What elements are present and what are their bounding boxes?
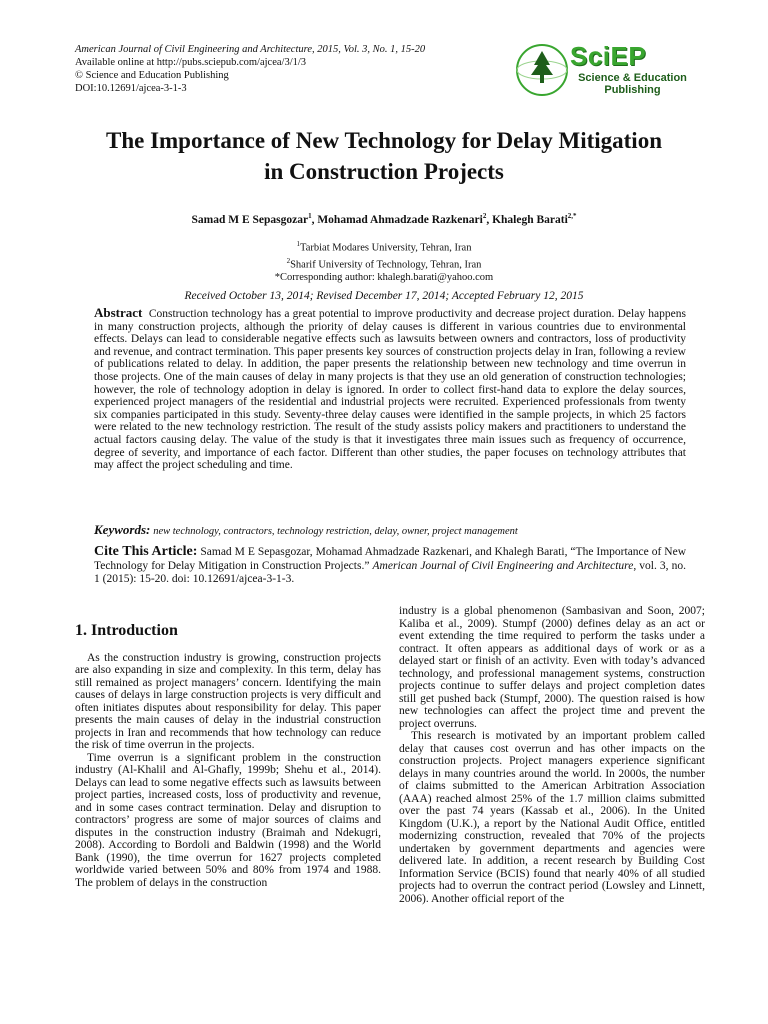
logo-tagline-1: Science & Education xyxy=(578,72,687,84)
doi-line: DOI:10.12691/ajcea-3-1-3 xyxy=(75,83,187,94)
abstract xyxy=(94,307,686,472)
cite-tail: , vol. 3, no. 1 (2015): 15-20. doi: 10.12691/ajcea-3-1-3. xyxy=(94,559,687,585)
paper-title xyxy=(40,125,728,187)
received-dates: Received October 13, 2014; Revised December 17, 2014; Accepted February 12, 2015 xyxy=(184,290,584,302)
keywords xyxy=(94,522,686,538)
affiliation-line xyxy=(40,255,728,272)
author-separator: , xyxy=(311,213,318,226)
cite-journal: American Journal of Civil Engineering and Architecture xyxy=(372,559,634,572)
available-online-line: Available online at http://pubs.sciepub.com/ajcea/3/1/3 xyxy=(75,57,307,68)
affiliations xyxy=(40,238,728,284)
paper-title-line-2: in Construction Projects xyxy=(264,159,504,184)
author-affiliation-marker: 2 xyxy=(482,212,487,220)
keywords-heading: Keywords: xyxy=(94,522,151,537)
affiliation-marker: 1 xyxy=(296,240,301,248)
author-name: Khalegh Barati xyxy=(492,213,568,226)
author-affiliation-marker: 2,* xyxy=(567,212,577,220)
body-paragraph: This research is motivated by an important problem called delay that causes cost overrun and has other impacts on the construction projects. Project managers experience significant delays in many countries around the world. In 2000s, the number of claims submitted to the American Arbitration Association (AAA) reached almost 25% of the 1.7 million claims submitted over the past 74 years (Kassab et al., 2006). In the United Kingdom (U.K.), a report by the National Audit Office, entitled modernizing construction, revealed that 70% of the projects undertaken by government departments and agencies were delivered late. In addition, a recent research by Building Cost Information Service (BCIS) found that nearly 40% of all studied projects had to overrun the contract period (Lowsley and Linnett, 2006). Another official report of the xyxy=(399,730,705,905)
keywords-text: new technology, contractors, technology restriction, delay, owner, project management xyxy=(153,526,518,537)
affiliation-line xyxy=(40,238,728,255)
body-column-right xyxy=(399,605,705,905)
body-paragraph: As the construction industry is growing, construction projects are also expanding in size and complexity. In this term, delay has still remained as project managers’ concern. Identifying the main causes of delays in large construction projects is very difficult and often initiates disputes about responsibility for delay. This paper presents the main causes of delay in the industrial construction projects in Iran and recommends that how technology can reduce the risk of time overrun in the projects. xyxy=(75,651,381,751)
journal-header xyxy=(75,43,425,95)
author-affiliation-marker: 1 xyxy=(308,212,312,220)
paper-title-line-1: The Importance of New Technology for Delay Mitigation xyxy=(105,128,662,153)
cite-heading: Cite This Article: xyxy=(94,544,198,559)
author-name: Mohamad Ahmadzade Razkenari xyxy=(317,213,483,226)
affiliation-marker: 2 xyxy=(286,256,291,265)
affiliation-text: Sharif University of Technology, Tehran, Iran xyxy=(290,259,482,270)
abstract-heading: Abstract xyxy=(94,305,143,320)
logo-tagline-2: Publishing xyxy=(604,84,661,96)
corresponding-author-text: *Corresponding author: khalegh.barati@yahoo.com xyxy=(274,272,494,283)
body-paragraph: industry is a global phenomenon (Sambasivan and Soon, 2007; Kaliba et al., 2009). Stumpf (2000) defines delay as an act or event extending the time required to perform the tasks under a contract. It often appears as additional days of work or as a delayed start or finish of an activity. Even with today’s advanced technology, and professional management systems, construction projects continue to suffer delays and project completion dates still get pushed back (Stumpf, 2000). The question raised is how new technologies can affect the project time and prevent the project overruns. xyxy=(399,605,705,730)
body-column-left xyxy=(75,605,381,889)
cite-text: Samad M E Sepasgozar, Mohamad Ahmadzade Razkenari, and Khalegh Barati, “The Importance of New Technology for Delay Mitigation in Construction Projects.” xyxy=(94,546,687,572)
globe-tree-icon xyxy=(514,39,574,99)
affiliation-text: Tarbiat Modares University, Tehran, Iran xyxy=(300,242,472,254)
logo-brand-text: SciEP xyxy=(570,41,647,71)
corresponding-author-line xyxy=(40,271,728,284)
journal-citation-line: American Journal of Civil Engineering and Architecture, 2015, Vol. 3, No. 1, 15-20 xyxy=(75,44,426,55)
section-heading-introduction: 1. Introduction xyxy=(75,622,178,639)
publisher-line: © Science and Education Publishing xyxy=(75,70,229,81)
body-paragraph: Time overrun is a significant problem in the construction industry (Al-Khalil and Al-Ghafly, 1999b; Shehu et al., 2014). Delays can lead to some negative effects such as lawsuits between project parties, increased costs, loss of productivity and revenue, and in some cases contract termination. Delay and disruption to contractors’ progress are some of major sources of claims and disputes in the construction industry (Braimah and Ndekugri, 2008). According to Bordoli and Baldwin (1998) and the World Bank (1990), the time overrun for 1627 projects completed worldwide varied between 50% and 80% from 1974 and 1988. The problem of delays in the construction xyxy=(75,751,381,889)
abstract-text: Construction technology has a great potential to improve productivity and decrease project duration. Delay happens in many construction projects, although the priority of delay causes is different in various countries due to environmental effects. Delays can lead to considerable negative effects such as lawsuits between owners and contractors, loss of productivity and revenue, and contract termination. This paper presents key sources of construction projects delay in Iran, following a review of publications related to delay. In addition, the paper presents the relationship between new technology and time overrun in those projects. One of the main causes of delay in many projects is that they use an old generation of construction technologies; however, the role of technology adoption in delay is ignored. In order to collect first-hand data to explore the delay sources, experienced project managers of the residential and industrial projects were recruited. Experienced professionals from twenty six companies participated in this study. Seventy-three delay causes were identified in the sample projects, in which 25 factors were related to the new technology restriction. The result of the study assists policy makers and practitioners to understand the actual factors causing delay. The value of the study is that it investigates three main issues such as frequency of occurrence, degree of severity, and importance of each factor. Different than other studies, the paper focuses on technology attributes that may affect the project scheduling and time. xyxy=(94,308,686,472)
author-list xyxy=(40,212,728,226)
cite-this-article xyxy=(94,545,686,587)
author-separator: , xyxy=(486,213,493,226)
sciep-logo xyxy=(514,39,699,99)
author-name: Samad M E Sepasgozar xyxy=(191,213,309,226)
